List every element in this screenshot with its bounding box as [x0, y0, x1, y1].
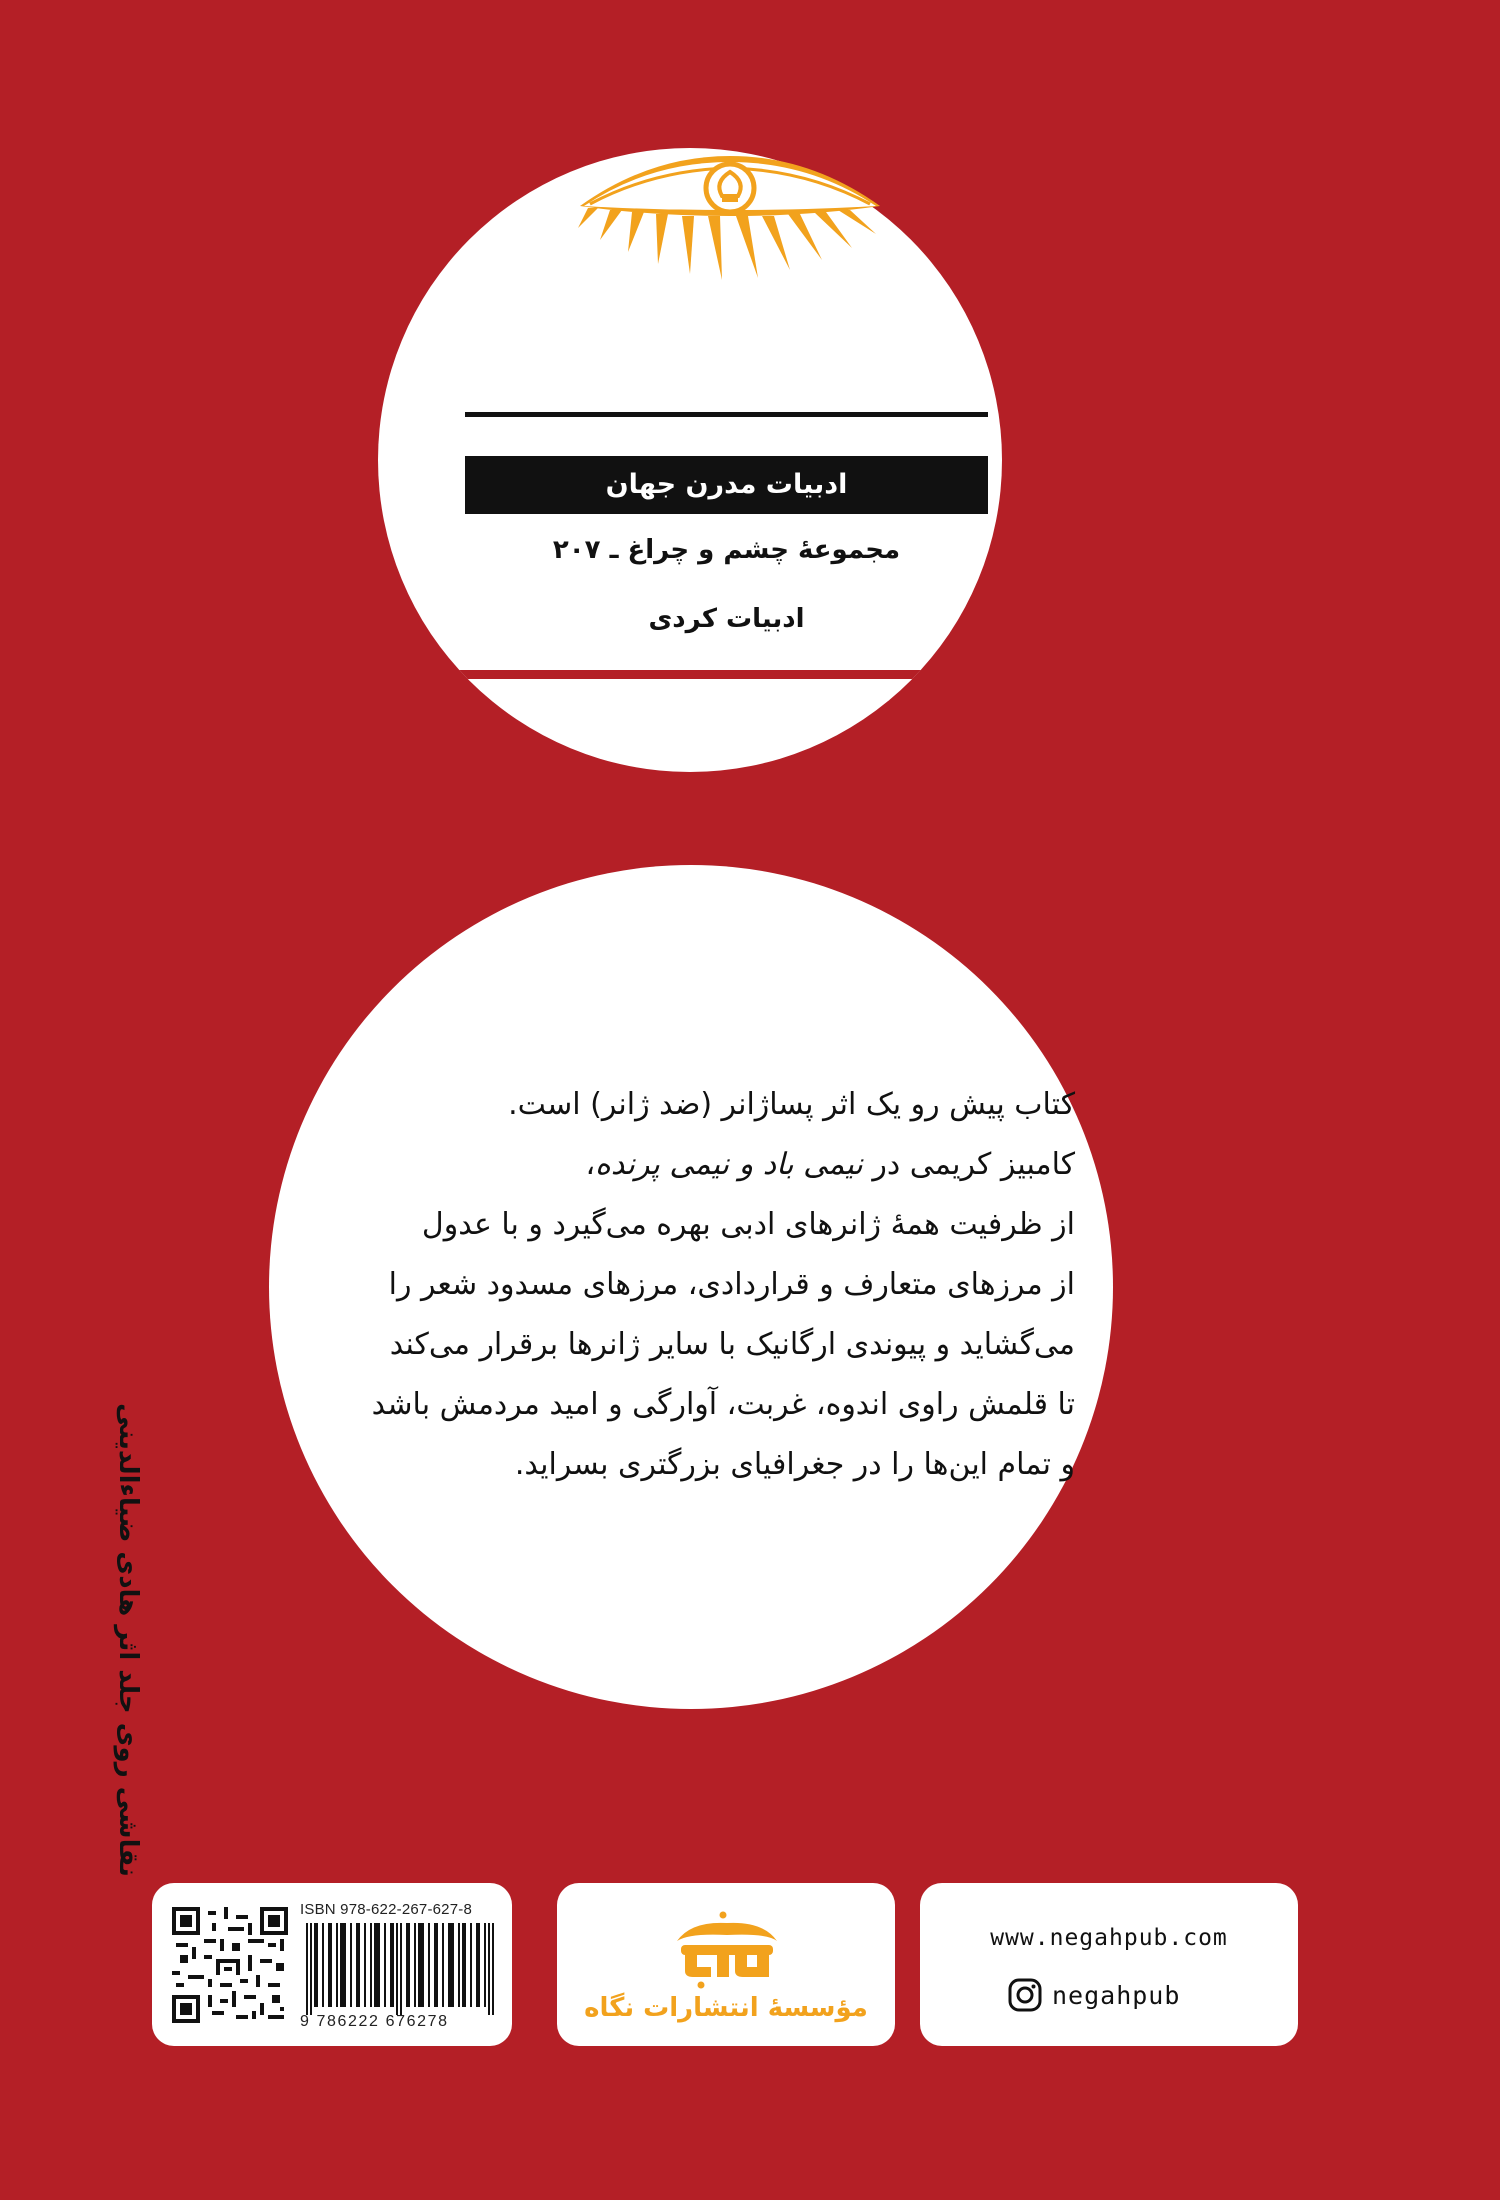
qr-code-icon	[172, 1907, 288, 2023]
blurb-line-5: می‌گشاید و پیوندی ارگانیک با سایر ژانرها برقرار می‌کند	[389, 1327, 1075, 1362]
negah-logo-icon	[671, 1911, 783, 1989]
blurb-line-6: تا قلمش راوی اندوه، غربت، آوارگی و امید مردمش باشد	[371, 1387, 1075, 1422]
instagram-handle: negahpub	[1052, 1980, 1181, 2010]
book-title-italic: نیمی باد و نیمی پرنده	[595, 1147, 863, 1182]
instagram-icon	[1008, 1978, 1042, 2012]
divider-rule	[465, 412, 988, 417]
blurb-line-4: از مرزهای متعارف و قراردادی، مرزهای مسدود شعر را	[388, 1267, 1075, 1302]
blurb-line-2-prefix: کامبیز کریمی در	[862, 1147, 1075, 1182]
collection-line: مجموعهٔ چشم و چراغ ـ ۲۰۷	[552, 535, 901, 565]
publisher-card	[557, 1883, 895, 2046]
ean-digits: 9 786222 676278	[300, 2013, 449, 2030]
barcode-icon	[302, 1923, 498, 2015]
isbn-label: ISBN 978-622-267-627-8	[300, 1901, 473, 1918]
credit-text: نقاشی روی جلد اثر هادی ضیاءالدینی	[113, 1403, 143, 1877]
instagram-row[interactable]	[1008, 1975, 1180, 2015]
blurb-text	[365, 1075, 1075, 1495]
eye-lamp-logo-icon	[570, 148, 890, 288]
blurb-line-7: و تمام این‌ها را در جغرافیای بزرگتری بسراید.	[514, 1447, 1075, 1482]
blurb-line-1: کتاب پیش رو یک اثر پساژانر (ضد ژانر) است.	[508, 1087, 1075, 1122]
website-url[interactable]: www.negahpub.com	[990, 1925, 1228, 1951]
blurb-line-3: از ظرفیت همهٔ ژانرهای ادبی بهره می‌گیرد و با عدول	[421, 1207, 1075, 1242]
publisher-name: مؤسسهٔ انتشارات نگاه	[584, 1993, 868, 2023]
barcode-card	[152, 1883, 512, 2046]
blurb-line-2	[365, 1135, 1075, 1195]
genre-line: ادبیات کردی	[648, 604, 805, 634]
contact-card	[920, 1883, 1298, 2046]
circle-cut	[378, 670, 1002, 679]
series-title: ادبیات مدرن جهان	[465, 456, 988, 514]
blurb-line-2-suffix: ،	[585, 1147, 596, 1182]
